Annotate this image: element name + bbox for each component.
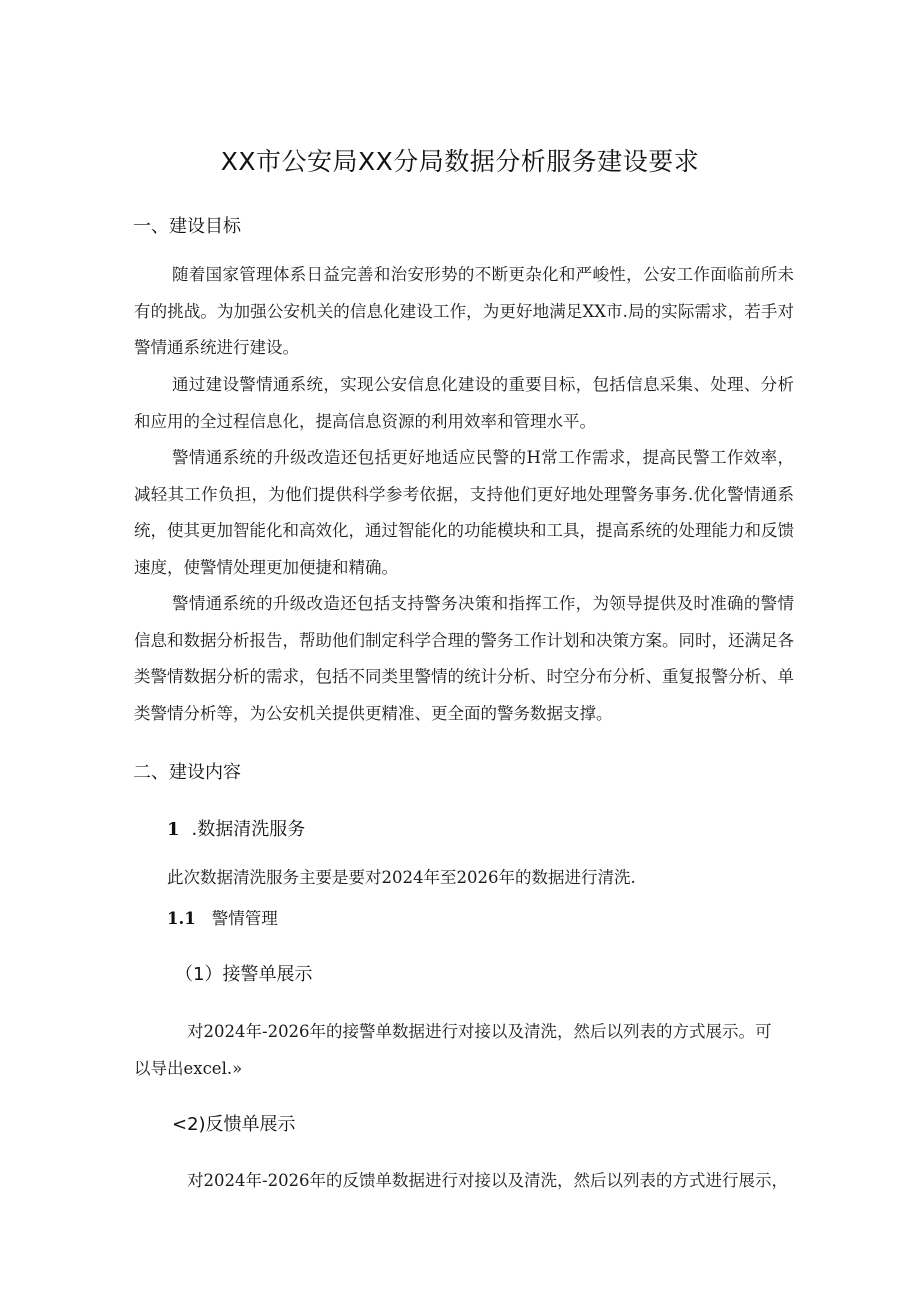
paragraph-1: 随着国家管理体系日益完善和治安形势的不断更杂化和严峻性，公安工作面临前所未有的挑战。为加强公安机关的信息化建设工作，为更好地满足XX市.局的实际需求，若手对警情通系统进行建设。 bbox=[134, 265, 794, 358]
document-title: XX市公安局XX分局数据分析服务建设要求 bbox=[220, 147, 700, 176]
paragraph-2: 通过建设警情通系统，实现公安信息化建设的重要目标，包括信息采集、处理、分析和应用的全过程信息化，提高信息资源的利用效率和管理水平。 bbox=[134, 375, 794, 431]
subsection-heading-alert-management bbox=[167, 905, 278, 929]
item-heading-feedback-form-display: <2)反愦单展示 bbox=[172, 1114, 296, 1135]
subsection-label-1-1: 警情管理 bbox=[211, 909, 278, 928]
paragraph-4: 警情通系统的升级改造还包括支持警务决策和指挥工作，为领导提供及时准确的警情信息和数据分析报告，帮助他们制定科学合理的警务工作计划和决策方案。同时，还满足各类警情数据分析的需求，包括不同类里警情的统计分析、时空分布分析、重复报警分析、单类警情分析等，为公安机关提供更精准、更全面的警务数据支撑。 bbox=[134, 594, 794, 723]
subsection-number: 1 bbox=[167, 819, 180, 840]
paragraph-3: 警情通系统的升级改造还包括更好地适应民警的H常工作需求，提高民警工作效率，减轻其工作负担，为他们提供科学参考依据，支持他们更好地处理警务事务.优化警情通系统，使其更加智能化和高效化，通过智能化的功能模块和工具，提高系统的处理能力和反馈速度，使警情处理更加便捷和精确。 bbox=[134, 448, 794, 577]
item-heading-alert-form-display: （1）接警单展示 bbox=[175, 964, 313, 985]
subsection-label: .数据清洗服务 bbox=[191, 819, 306, 840]
section-heading-content: 二、建设内容 bbox=[133, 762, 241, 783]
subsection-heading-data-cleaning bbox=[167, 815, 305, 841]
subsection-number-1-1: 1.1 bbox=[167, 909, 196, 928]
data-cleaning-description: 此次数据清洗服务主要是要对2024年至2026年的数据进行清洗. bbox=[167, 868, 636, 887]
item-1-text-line-1: 对2024年-2026年的接警单数据进行对接以及清洗，然后以列表的方式展示。可 bbox=[187, 1022, 772, 1041]
section-heading-goals: 一、建设目标 bbox=[133, 216, 241, 237]
item-1-text-line-2: 以导出excel.» bbox=[134, 1059, 243, 1078]
item-2-text-line-1: 对2024年-2026年的反馈单数据进行对接以及清洗，然后以列表的方式进行展示， bbox=[187, 1171, 789, 1190]
